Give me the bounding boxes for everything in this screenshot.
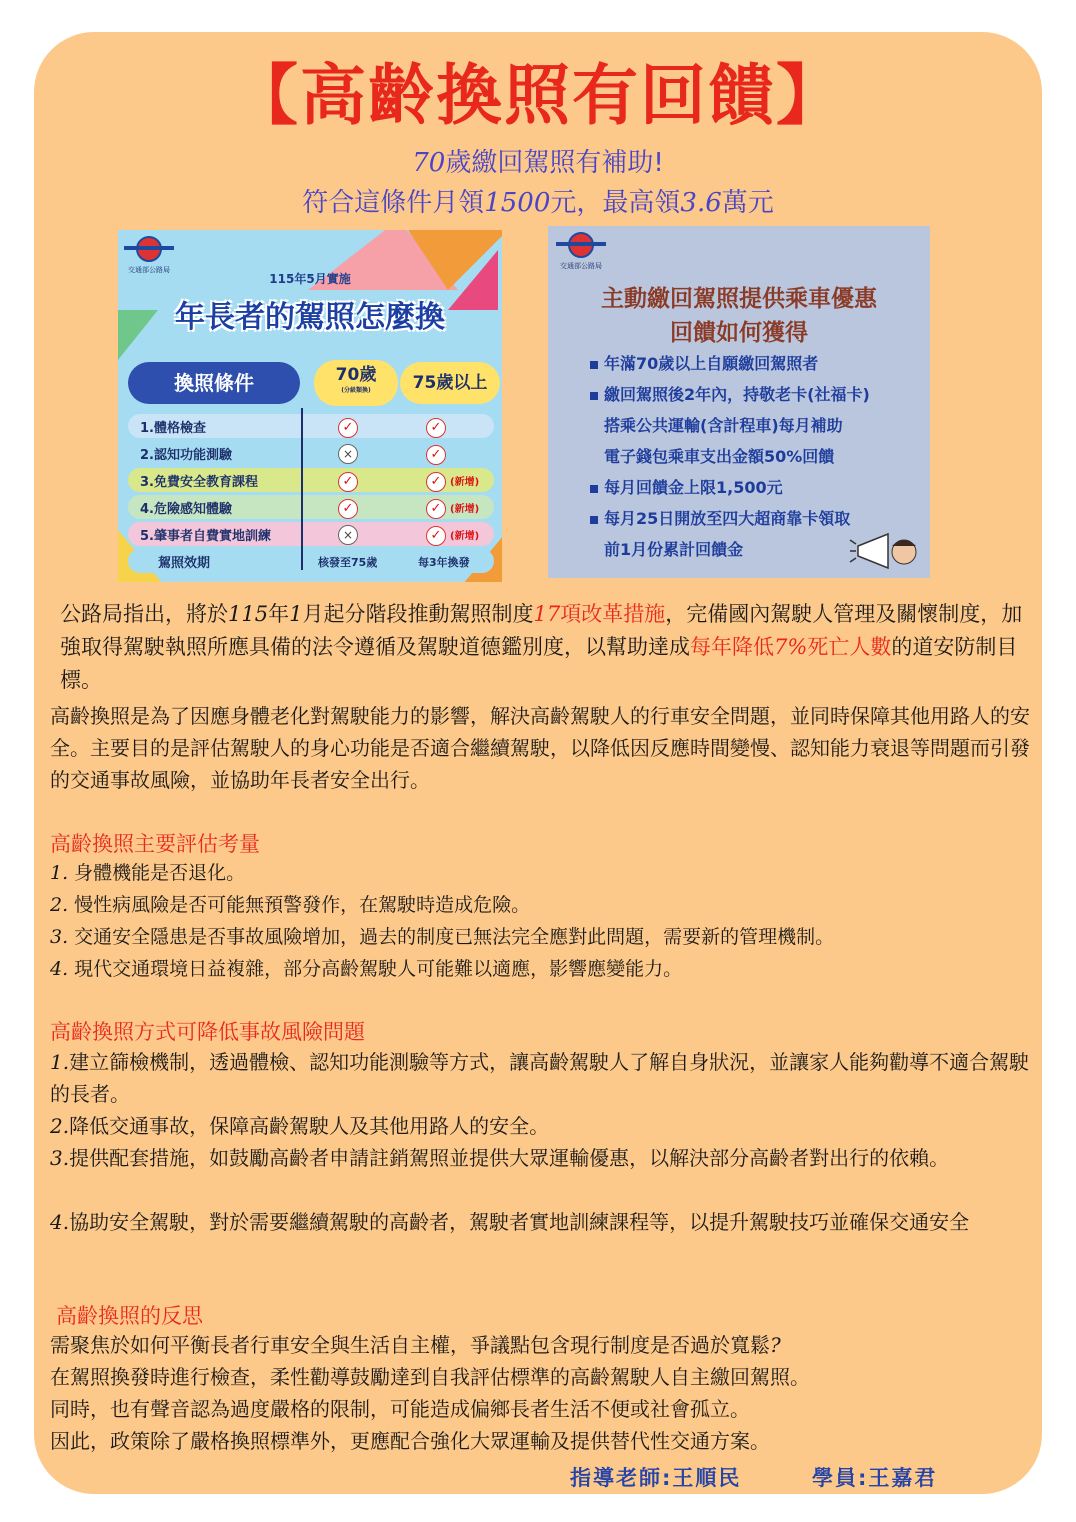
col-70-label: 70歲 [335, 365, 377, 385]
license-renewal-infographic [118, 230, 502, 582]
table-divider [301, 408, 303, 570]
list-item: 年滿70歲以上自願繳回駕照者 [590, 348, 930, 379]
new-badge: (新增) [450, 477, 480, 488]
list-item: 1. 身體機能是否退化。 [50, 862, 246, 884]
list-item: 4. 現代交通環境日益複雜，部分高齡駕駛人可能難以適應，影響應變能力。 [50, 958, 683, 980]
teacher-credit: 指導老師:王順民 [570, 1466, 742, 1490]
new-badge: (新增) [450, 531, 480, 542]
check-icon: ✓ [338, 499, 358, 519]
list-item: 2.降低交通事故，保障高齡駕駛人及其他用路人的安全。 [50, 1114, 550, 1138]
reflection-line-3: 同時，也有聲音認為過度嚴格的限制，可能造成偏鄉長者生活不便或社會孤立。 [50, 1397, 750, 1421]
list-item: 搭乘公共運輸(含計程車)每月補助 [604, 416, 843, 435]
section1-title: 高齡換照主要評估考量 [50, 832, 260, 856]
table-row [128, 468, 494, 492]
check-icon: ✓ [426, 499, 446, 519]
table-row [128, 522, 494, 546]
subtitle-line-2-b: 元，最高領 [550, 188, 681, 218]
list-item: 每月25日開放至四大超商靠卡領取 [590, 503, 930, 534]
cross-icon: × [338, 525, 358, 545]
bullet-icon [590, 392, 598, 400]
list-item: 3.提供配套措施，如鼓勵高齡者申請註銷駕照並提供大眾運輸優惠，以解決部分高齡者對出行的依賴。 [50, 1146, 950, 1170]
subtitle-line-2 [0, 182, 1076, 219]
logo-org-name: 交通部公路局 [560, 262, 602, 270]
reflection-line-2: 在駕照換發時進行檢查，柔性勸導鼓勵達到自我評估標準的高齡駕駛人自主繳回駕照。 [50, 1365, 810, 1389]
check-icon: ✓ [426, 472, 446, 492]
check-icon: ✓ [426, 418, 446, 438]
col-condition: 換照條件 [128, 362, 300, 404]
subtitle-amount: 1500 [484, 188, 551, 218]
row-label: 5.肇事者自費實地訓練 [140, 529, 271, 544]
check-icon: ✓ [338, 418, 358, 438]
list-item: 3. 交通安全隱患是否事故風險增加，過去的制度已無法完全應對此問題，需要新的管理機制。 [50, 926, 835, 948]
megaphone-icon [848, 526, 928, 576]
check-icon: ✓ [426, 445, 446, 465]
bullet-icon [590, 516, 598, 524]
check-icon: ✓ [426, 526, 446, 546]
bureau-emblem-icon [136, 236, 162, 262]
benefit-heading-1: 主動繳回駕照提供乘車優惠 [601, 285, 877, 312]
row-label: 3.免費安全教育課程 [140, 475, 258, 490]
student-credit: 學員:王嘉君 [812, 1466, 938, 1490]
reflection-line-1: 需聚焦於如何平衡長者行車安全與生活自主權，爭議點包含現行制度是否過於寬鬆? [50, 1333, 781, 1357]
table-row [128, 441, 494, 465]
table-row-validity [128, 549, 494, 573]
highway-bureau-logo [558, 232, 604, 271]
row-label: 2.認知功能測驗 [140, 448, 232, 463]
validity-70: 核發至75歲 [318, 556, 378, 569]
license-return-benefit-infographic [548, 226, 930, 578]
bullet-icon [590, 361, 598, 369]
section3-title: 高齡換照的反思 [56, 1304, 203, 1328]
new-badge: (新增) [450, 504, 480, 515]
list-item: 4.協助安全駕駛，對於需要繼續駕駛的高齡者，駕駛者實地訓練課程等，以提升駕駛技巧並確保交通安全 [50, 1210, 970, 1234]
cross-icon: × [338, 444, 358, 464]
col-70-note: (分級類換) [341, 387, 371, 394]
intro-paragraph: 公路局指出，將於115年1月起分階段推動駕照制度17項改革措施，完備國內駕駛人管理及關懷制度，加強取得駕駛執照所應具備的法令遵循及駕駛道德鑑別度，以幫助達成每年降低7%死亡人數的道安防制目標。 [60, 602, 1023, 692]
subtitle-line-2-c: 萬元 [721, 188, 774, 218]
infographic-heading: 年長者的駕照怎麼換 [175, 300, 445, 335]
subtitle-max: 3.6 [680, 188, 722, 218]
check-icon: ✓ [338, 472, 358, 492]
validity-75: 每3年換發 [418, 556, 470, 569]
row-label: 4.危險感知體驗 [140, 502, 232, 517]
list-item: 電子錢包乘車支出金額50%回饋 [604, 447, 835, 466]
list-item: 前1月份累計回饋金 [604, 540, 744, 559]
page-title: 【高齡換照有回饋】 [232, 57, 844, 134]
logo-org-name: 交通部公路局 [128, 266, 170, 274]
subtitle-line-1-text: 歲繳回駕照有補助! [445, 148, 664, 178]
row-label: 1.體格檢查 [140, 421, 206, 436]
bureau-emblem-icon [568, 232, 594, 258]
list-item: 1.建立篩檢機制，透過體檢、認知功能測驗等方式，讓高齡駕駛人了解自身狀況，並讓家人能夠勸導不適合駕駛的長者。 [50, 1050, 1030, 1106]
col-75: 75歲以上 [400, 362, 500, 404]
subtitle-age: 70 [412, 148, 446, 178]
section2-title: 高齡換照方式可降低事故風險問題 [50, 1020, 365, 1044]
list-item: 繳回駕照後2年內，持敬老卡(社福卡) [590, 379, 930, 410]
reflection-line-4: 因此，政策除了嚴格換照標準外，更應配合強化大眾運輸及提供替代性交通方案。 [50, 1429, 770, 1453]
benefit-heading-2: 回饋如何獲得 [670, 319, 808, 346]
purpose-paragraph: 高齡換照是為了因應身體老化對駕駛能力的影響，解決高齡駕駛人的行車安全問題，並同時保障其他用路人的安全。主要目的是評估駕駛人的身心功能是否適合繼續駕駛，以降低因反應時間變慢、認知能力衰退等問題而引發的交通事故風險，並協助年長者安全出行。 [50, 704, 1030, 792]
table-row [128, 495, 494, 519]
subtitle-line-2-a: 符合這條件月領 [302, 188, 485, 218]
validity-label: 駕照效期 [158, 556, 211, 571]
infographic-date: 115年5月實施 [269, 272, 351, 286]
col-70 [314, 360, 398, 406]
subtitle-line-1 [0, 142, 1076, 179]
list-item: 每月回饋金上限1,500元 [590, 472, 930, 503]
list-item: 2. 慢性病風險是否可能無預警發作，在駕駛時造成危險。 [50, 894, 531, 916]
bullet-icon [590, 485, 598, 493]
table-row [128, 414, 494, 438]
